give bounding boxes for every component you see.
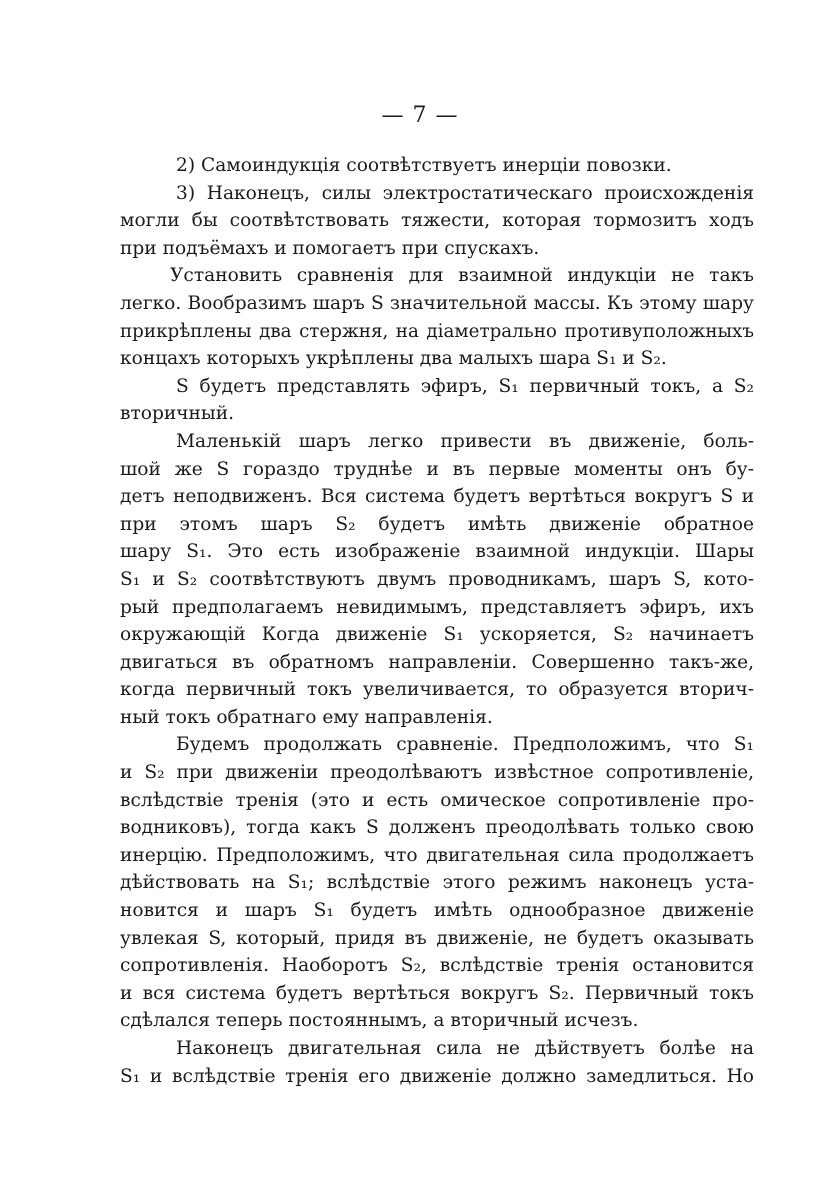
text-line: и S₂ при движеніи преодолѣваютъ извѣстное сопротивленіе, xyxy=(120,762,754,784)
paragraph-2 xyxy=(120,180,754,263)
text-line: Наконецъ двигательная сила не дѣйствуетъ болѣе на xyxy=(176,1038,754,1059)
text-line: новится и шаръ S₁ будетъ имѣть однообразное движеніе xyxy=(120,900,754,922)
paragraph-5 xyxy=(120,428,754,732)
text-line: могли бы соотвѣтствовать тяжести, которая тормозитъ ходъ xyxy=(120,210,754,232)
text-line: водниковъ), тогда какъ S долженъ преодолѣвать только свою xyxy=(120,817,754,839)
text-line: сдѣлался теперь постояннымъ, а вторичный исчезъ. xyxy=(120,1010,639,1032)
paragraph-1 xyxy=(120,152,754,180)
text-line: прикрѣплены два стержня, на діаметрально противуположныхъ xyxy=(120,320,754,342)
text-line: Маленькій шаръ легко привести въ движеніе, боль- xyxy=(176,430,754,452)
paragraph-6 xyxy=(120,731,754,1035)
page-number: — 7 — xyxy=(381,103,459,128)
text-line: окружающій Когда движеніе S₁ ускоряется, S₂ начинаетъ xyxy=(120,624,754,646)
text-line: когда первичный токъ увеличивается, то образуется вторич- xyxy=(120,679,754,701)
text-line: легко. Вообразимъ шаръ S значительной массы. Къ этому шару xyxy=(120,292,754,314)
text-line: инерцію. Предположимъ, что двигательная сила продолжаетъ xyxy=(120,844,754,866)
body-text xyxy=(120,152,754,1090)
text-line: и вся система будетъ вертѣться вокругъ S₂. Первичный токъ xyxy=(120,982,754,1004)
paragraph-7 xyxy=(120,1035,754,1090)
text-line: детъ неподвиженъ. Вся система будетъ вертѣться вокругъ S и xyxy=(120,486,754,508)
text-line: дѣйствовать на S₁; вслѣдствіе этого режимъ наконецъ уста- xyxy=(120,872,754,894)
text-line: S будетъ представлять эфиръ, S₁ первичный токъ, а S₂ xyxy=(176,375,754,397)
text-line: при подъёмахъ и помогаетъ при спускахъ. xyxy=(120,237,540,259)
text-line: шару S₁. Это есть изображеніе взаимной индукціи. Шары xyxy=(120,541,754,563)
text-line: 3) Наконецъ, силы электростатическаго происхожденія xyxy=(176,182,754,204)
text-line: S₁ и вслѣдствіе тренія его движеніе должно замедлиться. Но xyxy=(120,1065,754,1087)
text-line: 2) Самоиндукція соотвѣтствуетъ инерціи повозки. xyxy=(176,155,672,176)
text-line: концахъ которыхъ укрѣплены два малыхъ шара S₁ и S₂. xyxy=(120,348,667,370)
text-line: ный токъ обратнаго ему направленія. xyxy=(120,706,493,728)
text-line: шой же S гораздо труднѣе и въ первые моменты онъ бу- xyxy=(120,458,754,480)
text-line: S₁ и S₂ соотвѣтствуютъ двумъ проводникамъ, шаръ S, кото- xyxy=(120,568,754,590)
paragraph-4 xyxy=(120,373,754,428)
text-line: двигаться въ обратномъ направленіи. Совершенно такъ-же, xyxy=(120,651,754,673)
text-line: при этомъ шаръ S₂ будетъ имѣть движеніе обратное xyxy=(120,513,754,535)
text-line: вторичный. xyxy=(120,403,235,425)
paragraph-3 xyxy=(120,262,754,372)
text-line: рый предполагаемъ невидимымъ, представляетъ эфиръ, ихъ xyxy=(120,596,754,618)
text-line: вслѣдствіе тренія (это и есть омическое сопротивленіе про- xyxy=(120,789,754,811)
text-line: увлекая S, который, придя въ движеніе, не будетъ оказывать xyxy=(120,927,754,949)
text-line: Будемъ продолжать сравненіе. Предположимъ, что S₁ xyxy=(176,734,754,756)
text-line: Установить сравненія для взаимной индукціи не такъ xyxy=(170,265,754,287)
text-line: сопротивленія. Наоборотъ S₂, вслѣдствіе тренія остановится xyxy=(120,955,754,977)
